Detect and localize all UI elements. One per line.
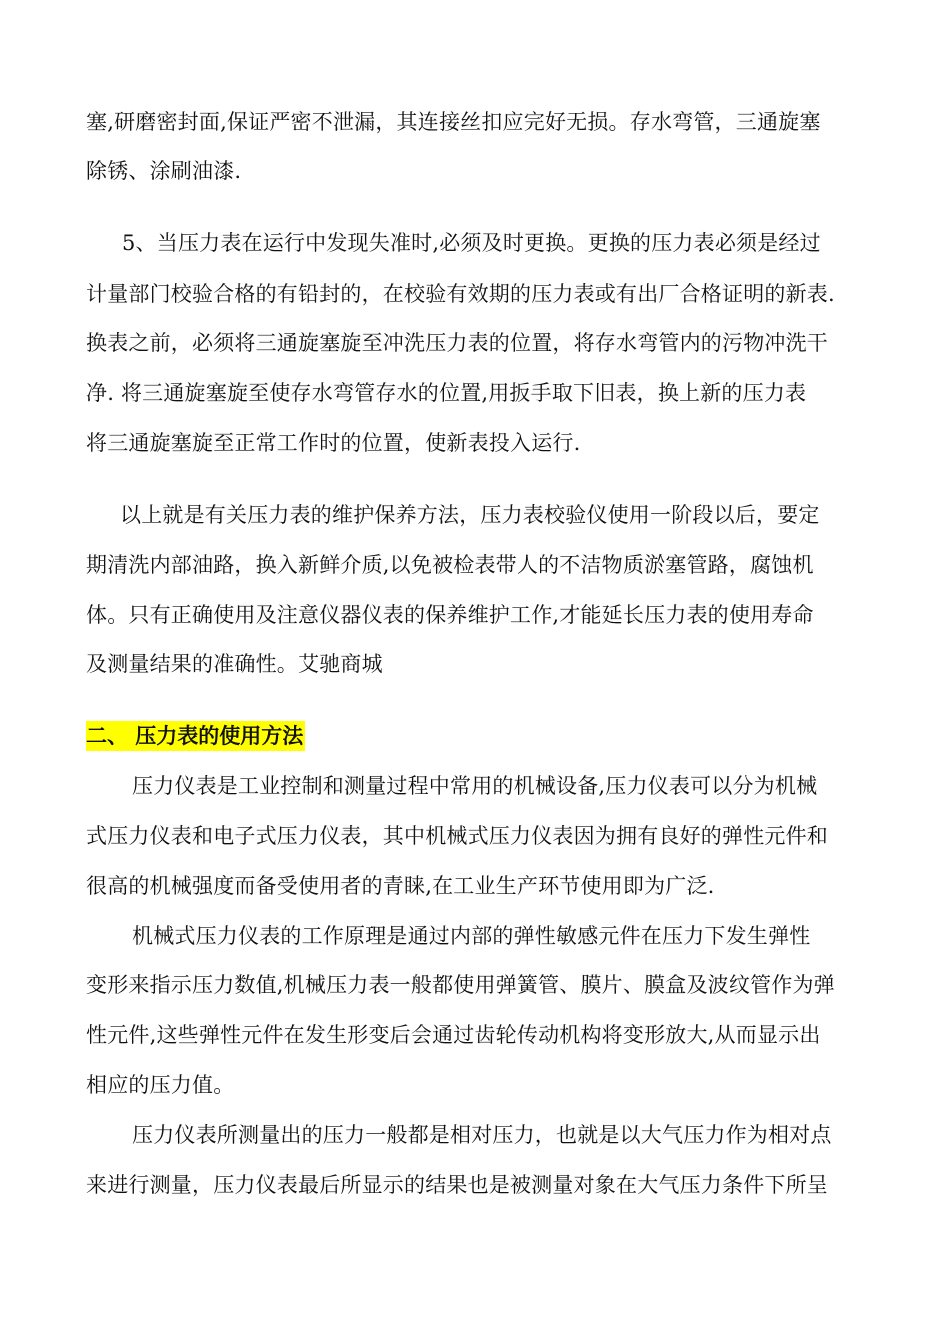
text-line: 变形来指示压力数值,机械压力表一般都使用弹簧管、膜片、膜盒及波纹管作为弹 (86, 973, 835, 997)
text-line: 很高的机械强度而备受使用者的青睐,在工业生产环节使用即为广泛. (86, 874, 715, 898)
text-line: 净. 将三通旋塞旋至使存水弯管存水的位置,用扳手取下旧表，换上新的压力表 (86, 381, 807, 405)
text-line: 体。只有正确使用及注意仪器仪表的保养维护工作,才能延长压力表的使用寿命 (86, 603, 814, 627)
text-line: 压力仪表是工业控制和测量过程中常用的机械设备,压力仪表可以分为机械 (132, 774, 818, 798)
text-line: 除锈、涂刷油漆. (86, 159, 242, 183)
text-line: 5、当压力表在运行中发现失准时,必须及时更换。更换的压力表必须是经过 (122, 231, 821, 255)
text-line: 机械式压力仪表的工作原理是通过内部的弹性敏感元件在压力下发生弹性 (132, 924, 811, 948)
text-line: 期清洗内部油路，换入新鲜介质,以免被检表带人的不洁物质淤塞管路，腐蚀机 (86, 553, 814, 577)
text-line: 式压力仪表和电子式压力仪表，其中机械式压力仪表因为拥有良好的弹性元件和 (86, 824, 828, 848)
text-line: 相应的压力值。 (86, 1073, 235, 1097)
text-line: 计量部门校验合格的有铅封的，在校验有效期的压力表或有出厂合格证明的新表. (86, 282, 835, 306)
text-line: 来进行测量，压力仪表最后所显示的结果也是被测量对象在大气压力条件下所呈 (86, 1173, 828, 1197)
text-line: 换表之前，必须将三通旋塞旋至冲洗压力表的位置，将存水弯管内的污物冲洗干 (86, 331, 828, 355)
section-heading: 二、 压力表的使用方法 (86, 721, 305, 751)
text-line: 塞,研磨密封面,保证严密不泄漏，其连接丝扣应完好无损。存水弯管，三通旋塞 (86, 110, 821, 134)
text-line: 及测量结果的准确性。艾驰商城 (86, 652, 383, 676)
text-line: 将三通旋塞旋至正常工作时的位置，使新表投入运行. (86, 431, 581, 455)
text-line: 性元件,这些弹性元件在发生形变后会通过齿轮传动机构将变形放大,从而显示出 (86, 1023, 821, 1047)
text-line: 以上就是有关压力表的维护保养方法，压力表校验仪使用一阶段以后，要定 (120, 503, 820, 527)
text-line: 压力仪表所测量出的压力一般都是相对压力，也就是以大气压力作为相对点 (132, 1123, 832, 1147)
